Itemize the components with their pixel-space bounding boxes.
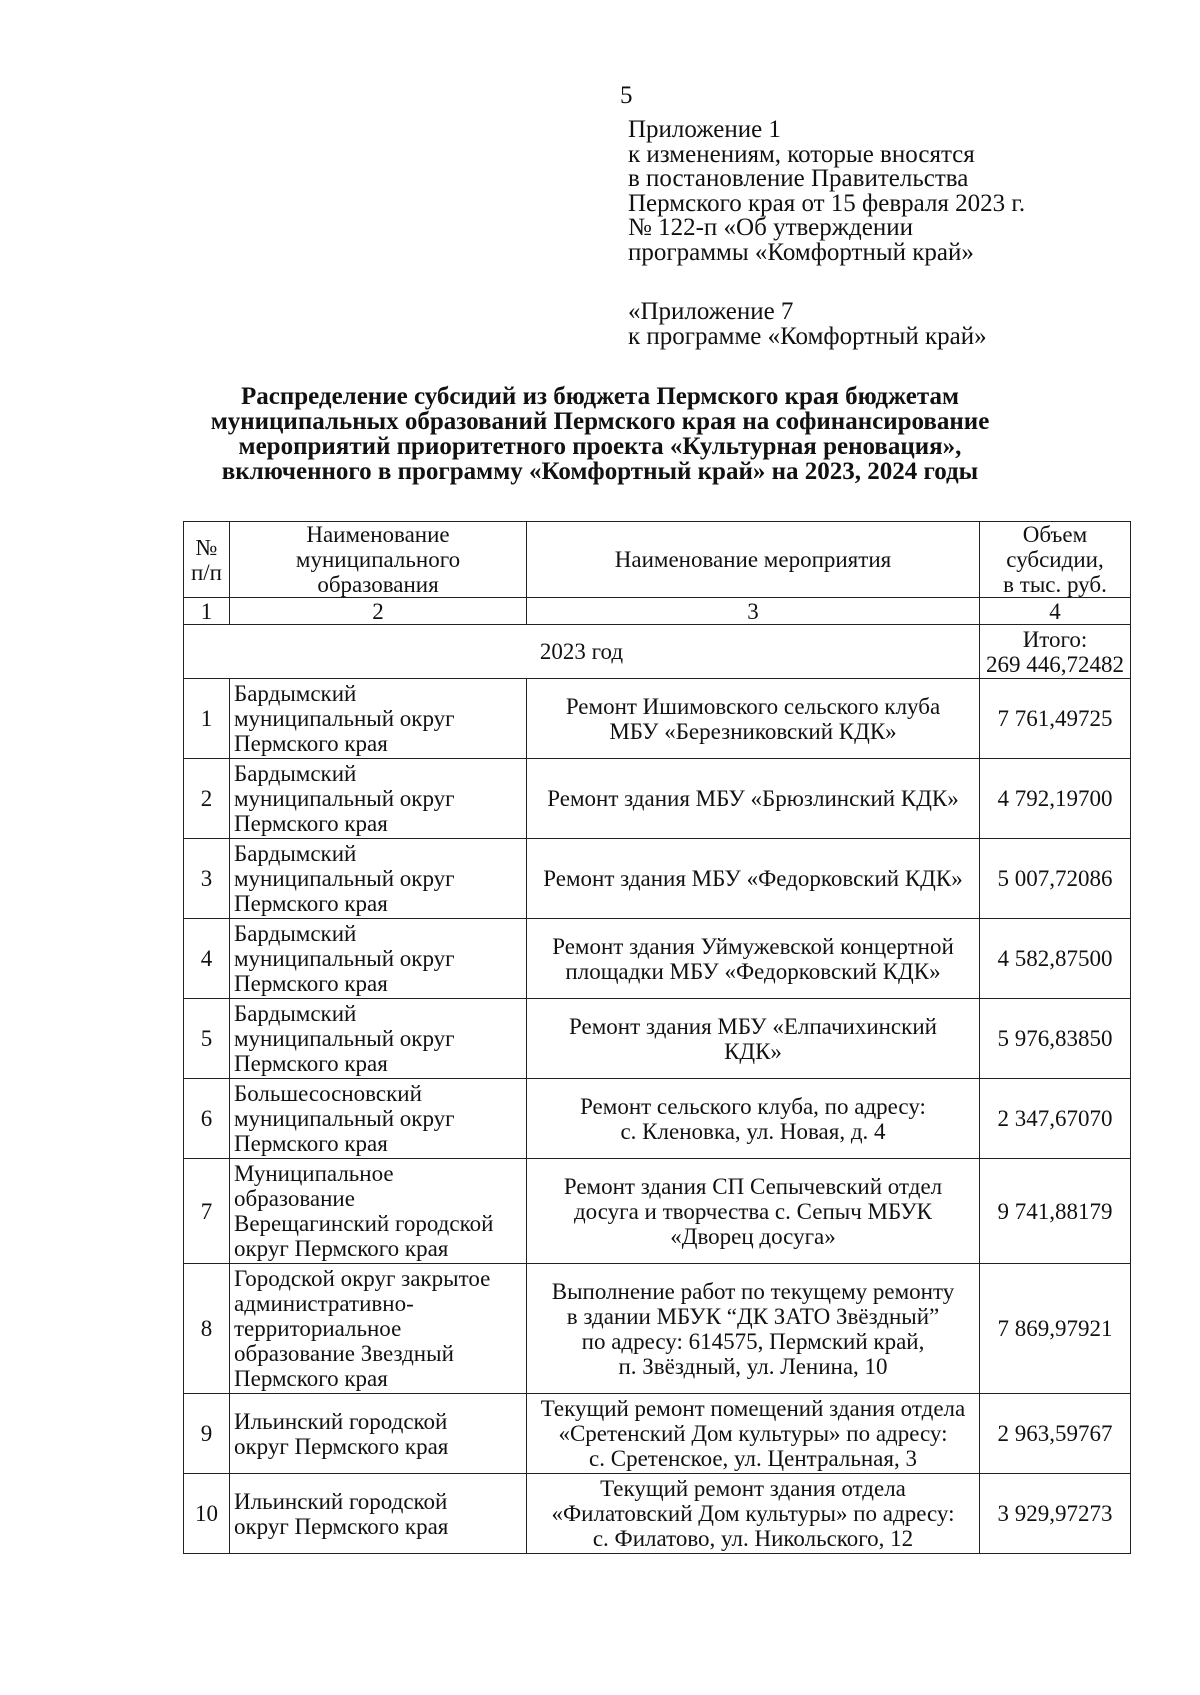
header-amount-line: в тыс. руб.	[1003, 572, 1107, 597]
table-row	[184, 679, 1131, 759]
municipality-line: муниципальный округ	[234, 946, 455, 971]
event-line: с. Сретенское, ул. Центральная, 3	[589, 1446, 917, 1471]
row-event	[527, 759, 980, 839]
header-num-line: п/п	[190, 559, 222, 585]
event-line: Текущий ремонт здания отдела	[600, 1476, 906, 1501]
table-header-row	[184, 522, 1131, 598]
municipality-line: Бардымский	[234, 761, 357, 786]
title-line: Распределение субсидий из бюджета Пермского края бюджетам	[240, 383, 960, 410]
event-line: с. Филатово, ул. Никольского, 12	[592, 1526, 914, 1551]
table-row	[184, 1159, 1131, 1264]
row-num: 3	[184, 839, 230, 919]
header-num	[184, 522, 230, 598]
year-row	[184, 625, 1131, 679]
year-label: 2023 год	[184, 625, 980, 679]
year-total-value: 269 446,72482	[986, 651, 1124, 677]
row-num: 9	[184, 1394, 230, 1474]
appendix-note	[628, 118, 1025, 265]
row-event	[527, 1264, 980, 1394]
document-title	[150, 384, 1050, 484]
header-event: Наименование мероприятия	[527, 522, 980, 598]
row-municipality	[230, 1159, 527, 1264]
municipality-line: территориальное	[234, 1316, 402, 1341]
municipality-line: Бардымский	[234, 921, 357, 946]
year-total	[980, 625, 1131, 679]
municipality-line: муниципальный округ	[234, 866, 455, 891]
municipality-line: Верещагинский городской	[234, 1211, 494, 1236]
row-municipality	[230, 1079, 527, 1159]
row-amount: 5 007,72086	[980, 839, 1131, 919]
municipality-line: Муниципальное	[234, 1161, 394, 1186]
row-municipality	[230, 759, 527, 839]
row-amount: 5 976,83850	[980, 999, 1131, 1079]
header-amount-line: Объем	[1022, 522, 1088, 547]
header-municipality-line: образования	[317, 572, 439, 597]
row-municipality	[230, 999, 527, 1079]
appendix-note-line: к изменениям, которые вносятся	[628, 140, 975, 168]
table-row	[184, 999, 1131, 1079]
event-line: п. Звёздный, ул. Ленина, 10	[618, 1353, 888, 1379]
event-line: Ремонт Ишимовского сельского клуба	[565, 693, 941, 719]
municipality-line: Ильинский городской	[234, 1488, 448, 1514]
municipality-line: Пермского края	[234, 1366, 388, 1391]
table-row	[184, 1079, 1131, 1159]
municipality-line: Пермского края	[234, 971, 388, 996]
municipality-line: образование	[234, 1186, 355, 1211]
table-row	[184, 839, 1131, 919]
row-event	[527, 1079, 980, 1159]
row-amount: 7 761,49725	[980, 679, 1131, 759]
row-event	[527, 1159, 980, 1264]
row-municipality	[230, 679, 527, 759]
title-line: включенного в программу «Комфортный край» на 2023, 2024 годы	[221, 458, 979, 485]
table-row	[184, 759, 1131, 839]
appendix-note-line: № 122-п «Об утверждении	[628, 214, 913, 241]
municipality-line: Ильинский городской	[234, 1408, 448, 1434]
row-amount: 7 869,97921	[980, 1264, 1131, 1394]
header-municipality-line: муниципального	[295, 547, 461, 572]
row-amount: 3 929,97273	[980, 1474, 1131, 1554]
municipality-line: образование Звездный	[234, 1341, 454, 1366]
header-num-line: №	[195, 534, 218, 560]
event-line: в здании МБУК “ДК ЗАТО Звёздный”	[566, 1303, 940, 1329]
header-municipality-line: Наименование	[306, 522, 450, 547]
event-line: «Дворец досуга»	[670, 1223, 836, 1249]
row-amount: 2 963,59767	[980, 1394, 1131, 1474]
municipality-line: округ Пермского края	[234, 1236, 449, 1261]
table-row	[184, 1264, 1131, 1394]
row-num: 8	[184, 1264, 230, 1394]
municipality-line: Городской округ закрытое	[234, 1266, 491, 1291]
row-num: 5	[184, 999, 230, 1079]
municipality-line: Бардымский	[234, 1001, 357, 1026]
column-number: 3	[527, 598, 980, 625]
event-line: Текущий ремонт помещений здания отдела	[540, 1396, 966, 1421]
event-line: КДК»	[724, 1038, 782, 1064]
table-row	[184, 1474, 1131, 1554]
event-line: досуга и творчества с. Сепыч МБУК	[573, 1198, 933, 1224]
row-event	[527, 919, 980, 999]
row-amount: 4 582,87500	[980, 919, 1131, 999]
row-event	[527, 839, 980, 919]
municipality-line: Бардымский	[234, 681, 357, 706]
row-num: 7	[184, 1159, 230, 1264]
table-row	[184, 1394, 1131, 1474]
event-line: Ремонт здания МБУ «Елпачихинский	[569, 1013, 937, 1039]
event-line: Ремонт здания СП Сепычевский отдел	[563, 1173, 943, 1199]
event-line: Ремонт здания Уймужевской концертной	[552, 933, 954, 959]
row-amount: 2 347,67070	[980, 1079, 1131, 1159]
event-line: «Сретенский Дом культуры» по адресу:	[558, 1421, 948, 1446]
event-line: МБУ «Березниковский КДК»	[609, 718, 897, 744]
appendix-note-line: Пермского края от 15 февраля 2023 г.	[628, 189, 1026, 217]
municipality-line: муниципальный округ	[234, 786, 455, 811]
row-num: 10	[184, 1474, 230, 1554]
event-line: площадки МБУ «Федорковский КДК»	[565, 958, 941, 984]
municipality-line: Пермского края	[234, 731, 388, 756]
title-line: мероприятий приоритетного проекта «Культурная реновация»,	[238, 433, 962, 460]
appendix-program-line: к программе «Комфортный край»	[628, 322, 987, 350]
row-municipality	[230, 919, 527, 999]
row-municipality	[230, 1264, 527, 1394]
municipality-line: Пермского края	[234, 891, 388, 916]
appendix-program-line: «Приложение 7	[628, 298, 794, 325]
row-num: 4	[184, 919, 230, 999]
appendix-note-line: в постановление Правительства	[628, 165, 969, 192]
header-amount	[980, 522, 1131, 598]
event-line: Ремонт здания МБУ «Федорковский КДК»	[543, 866, 963, 891]
row-event	[527, 1394, 980, 1474]
header-municipality	[230, 522, 527, 598]
municipality-line: административно-	[234, 1291, 414, 1316]
event-line: Выполнение работ по текущему ремонту	[551, 1278, 955, 1304]
year-total-label: Итого:	[1022, 626, 1088, 652]
row-event	[527, 999, 980, 1079]
subsidy-table	[183, 521, 1131, 1554]
municipality-line: муниципальный округ	[234, 1026, 455, 1051]
appendix-note-line: программы «Комфортный край»	[628, 238, 974, 266]
event-line: Ремонт сельского клуба, по адресу:	[580, 1093, 926, 1119]
event-line: с. Кленовка, ул. Новая, д. 4	[620, 1118, 886, 1144]
event-line: «Филатовский Дом культуры» по адресу:	[551, 1501, 955, 1526]
event-line: Ремонт здания МБУ «Брюзлинский КДК»	[547, 786, 959, 811]
appendix-program	[628, 300, 987, 349]
event-line: по адресу: 614575, Пермский край,	[581, 1328, 925, 1354]
municipality-line: округ Пермского края	[234, 1433, 449, 1459]
row-event	[527, 679, 980, 759]
row-municipality	[230, 1394, 527, 1474]
row-event	[527, 1474, 980, 1554]
municipality-line: Большесосновский	[234, 1081, 422, 1106]
municipality-line: Бардымский	[234, 841, 357, 866]
municipality-line: муниципальный округ	[234, 706, 455, 731]
municipality-line: муниципальный округ	[234, 1106, 455, 1131]
header-amount-line: субсидии,	[1006, 547, 1104, 572]
row-amount: 4 792,19700	[980, 759, 1131, 839]
table-row	[184, 919, 1131, 999]
municipality-line: Пермского края	[234, 811, 388, 836]
row-num: 1	[184, 679, 230, 759]
row-amount: 9 741,88179	[980, 1159, 1131, 1264]
column-number: 4	[980, 598, 1131, 625]
row-num: 6	[184, 1079, 230, 1159]
column-number: 1	[184, 598, 230, 625]
row-municipality	[230, 1474, 527, 1554]
title-line: муниципальных образований Пермского края на софинансирование	[210, 408, 990, 435]
municipality-line: Пермского края	[234, 1051, 388, 1076]
row-municipality	[230, 839, 527, 919]
row-num: 2	[184, 759, 230, 839]
page-number: 5	[620, 82, 633, 109]
appendix-note-line: Приложение 1	[628, 116, 781, 143]
column-number: 2	[230, 598, 527, 625]
column-number-row	[184, 598, 1131, 625]
municipality-line: округ Пермского края	[234, 1513, 449, 1539]
municipality-line: Пермского края	[234, 1131, 388, 1156]
